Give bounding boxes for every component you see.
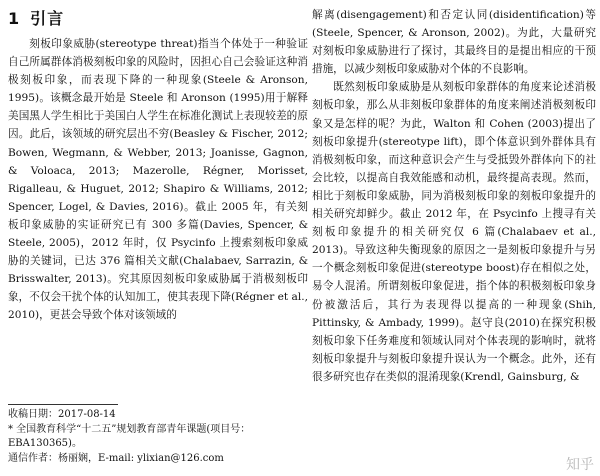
section-number: 1 <box>8 9 21 28</box>
intro-paragraph-1: 刻板印象威胁(stereotype threat)指当个体处于一种验证自己所属群体消极刻板印象的风险时，因担心自己会验证这种消极刻板印象，而表现下降的一种现象(Steele & Aronson, 1995)。该概念最开始是 Steele 和 Aronson (1995)用于解释美国黑人学生相比于美国白人学生在标准化测试上表现较差的原因。此后，该领域的研究层出不穷(Beasley & Fischer, 2012; Bowen, Wegmann, & Webber, 2013; Joanisse, Gagnon, & Voloaca, 2013; Mazerolle, Régner, Morisset, Rigalleau, & Huguet, 2012; Shapiro & Williams, 2012; Spencer, Logel, & Davies, 2016)。截止 2005 年，有关刻板印象威胁的实证研究已有 300 多篇(Davies, Spencer, & Steele, 2005)，2012 年时，仅 Psycinfo 上搜索刻板印象威胁的关键词，已达 376 篇相关文献(Chalabaev, Sarrazin, & Brisswalter, 2013)。究其原因刻板印象威胁属于消极刻板印象，不仅会干扰个体的认知加工，使其表现下降(Régner et al., 2010)，更甚会导致个体对该领域的 <box>8 38 308 322</box>
contact-author: 通信作者：杨丽娴，E-mail: ylixian@126.com <box>8 452 224 464</box>
section-heading <box>8 6 308 29</box>
right-column <box>312 6 596 386</box>
footnote-rule <box>8 404 118 405</box>
section-title: 引言 <box>30 9 65 28</box>
footnotes <box>8 404 308 466</box>
intro-paragraph-continued: 解离(disengagement)和否定认同(disidentification)等(Steele, Spencer, & Aronson, 2002)。为此，大量研究对刻板印象威胁进行了探讨，其最终目的是提出相应的干预措施，以减少刻板印象威胁对个体的不良影响。 <box>312 9 596 76</box>
fund-note: * 全国教育科学“十二五”规划教育部青年课题(项目号：EBA130365)。 <box>8 423 251 449</box>
intro-paragraph-2: 既然刻板印象威胁是从刻板印象群体的角度来论述消极刻板印象，那么从非刻板印象群体的角度来阐述消极刻板印象又是怎样的呢？为此，Walton 和 Cohen (2003)提出了刻板印象提升(stereotype lift)，即个体意识到外群体具有消极刻板印象，而这种意识会产生与受抵毁外群体向下的社会比较，以提高自我效能感和动机，最终提高表现。然而，相比于刻板印象威胁，同为消极刻板印象的刻板印象提升的相关研究却鲜少。截止 2012 年，在 Psycinfo 上搜寻有关刻板印象提升的相关研究仅 6 篇(Chalabaev et al., 2013)。导致这种失衡现象的原因之一是刻板印象提升与另一个概念刻板印象促进(stereotype boost)存在相似之处，易令人混淆。所谓刻板印象促进，指个体的积极刻板印象身份被激活后，其行为表现得以提高的一种现象(Shih, Pittinsky, & Ambady, 1999)。赵守良(2010)在探究积极刻板印象下任务难度和领域认同对个体表现的影响时，就将刻板印象提升与刻板印象提升误认为一个概念。此外，还有很多研究也存在类似的混淆现象(Krendl, Gainsburg, & <box>312 81 596 383</box>
received-date: 收稿日期：2017-08-14 <box>8 409 116 420</box>
left-column <box>8 6 308 325</box>
watermark: 知乎 <box>566 457 594 473</box>
